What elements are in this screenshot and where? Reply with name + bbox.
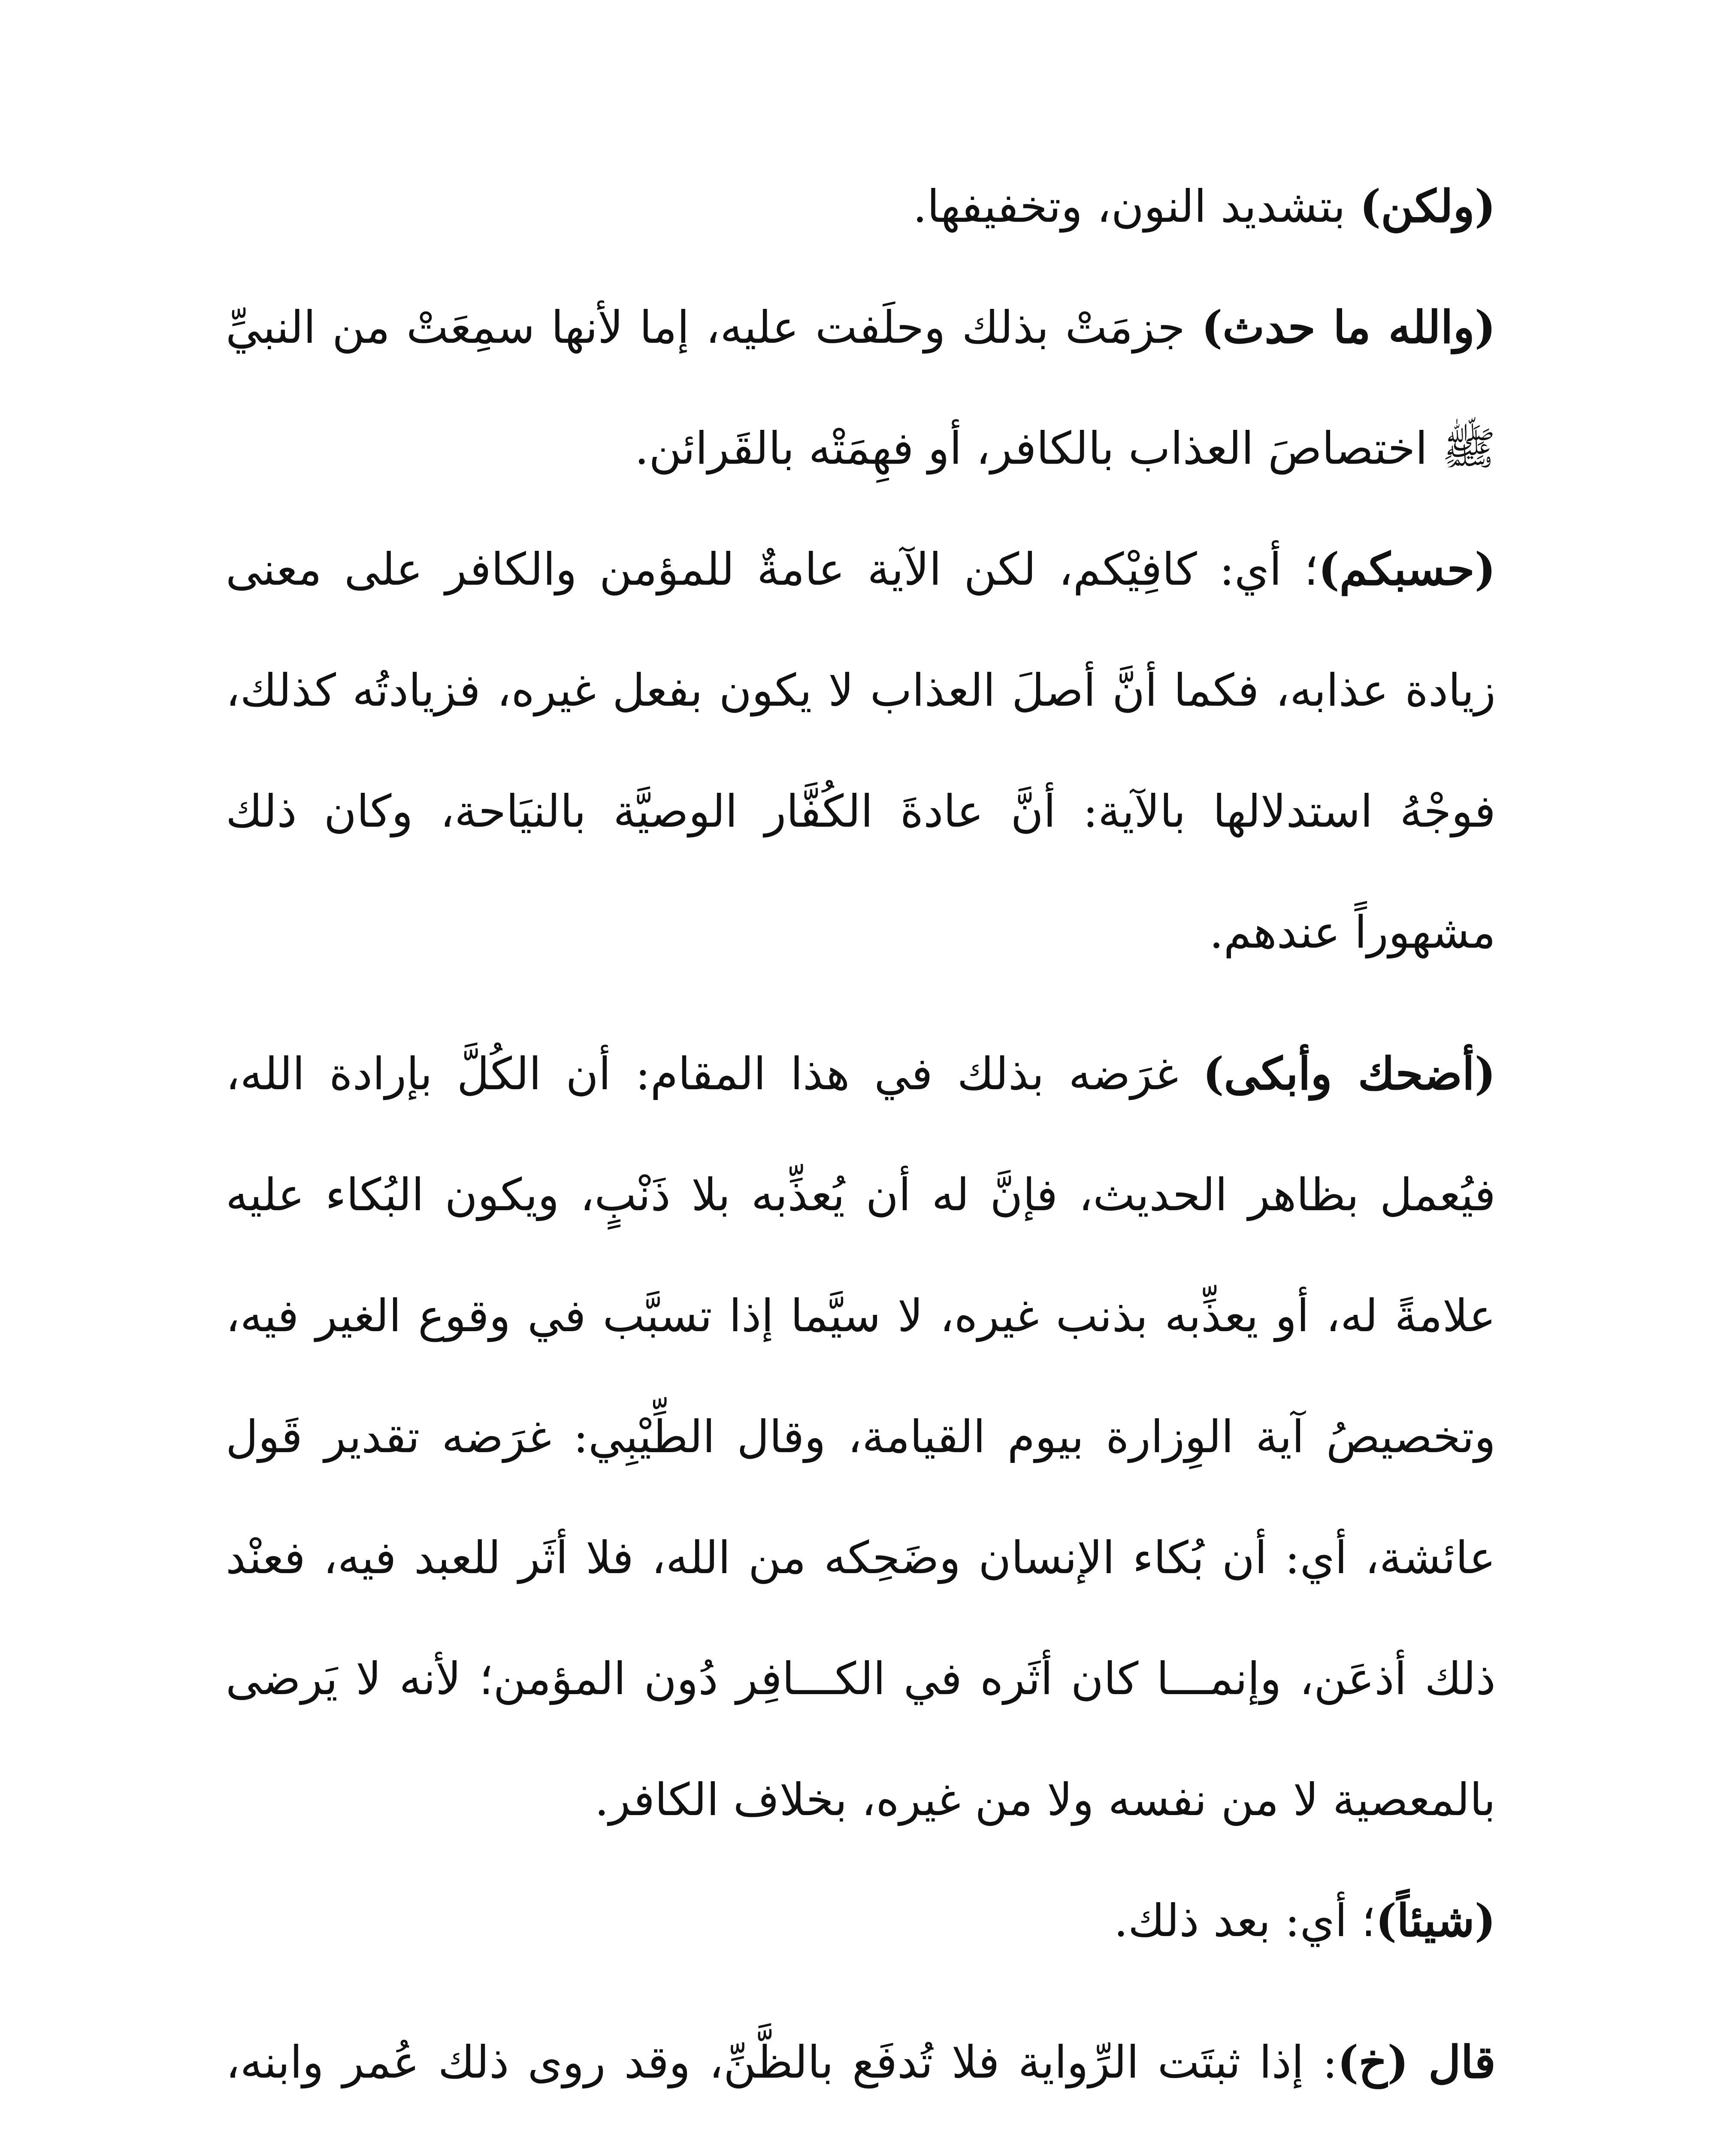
- lemma-6: قال (خ): [1337, 2036, 1496, 2088]
- lemma-5: (شيئاً): [1375, 1894, 1496, 1947]
- lemma-1: (ولكن): [1360, 180, 1496, 233]
- paragraph-1: [226, 146, 1496, 267]
- paragraph-4: [226, 1013, 1496, 1860]
- paragraph-6-text: : إذا ثبتَت الرِّواية فلا تُدفَع بالظَّنِّ، وقد روى ذلك عُمر وابنه،: [226, 2036, 1338, 2088]
- paragraph-5-text: ؛ أي: بعد ذلك.: [1114, 1894, 1376, 1947]
- paragraph-5: [226, 1860, 1496, 1981]
- paragraph-1-text: بتشديد النون، وتخفيفها.: [913, 180, 1360, 233]
- lemma-4: (أضحك وأبكى): [1203, 1047, 1496, 1100]
- paragraph-4-text: غرَضه بذلك في هذا المقام: أن الكُلَّ بإرادة الله، فيُعمل بظاهر الحديث، فإنَّ له أن يُعذِّبه بلا ذَنْبٍ، ويكون البُكاء عليه علامةً له، أو يعذِّبه بذنب غيره، لا سيَّما إذا تسبَّب في وقوع الغير فيه، وتخصيصُ آية الوِزارة بيوم القيامة، وقال الطِّيْبِي: غرَضه تقدير قَول عائشة، أي: أن بُكاء الإنسان وضَحِكه من الله، فلا أثَر للعبد فيه، فعنْد ذلك أذعَن، وإنمـــا كان أثَره في الكـــافِر دُون المؤمن؛ لأنه لا يَرضى بالمعصية لا من نفسه ولا من غيره، بخلاف الكافر.: [226, 1048, 1496, 1826]
- lemma-3: (حسبكم): [1318, 543, 1496, 595]
- paragraph-2-text: جزمَتْ بذلك وحلَفت عليه، إما لأنها سمِعَتْ من النبيِّ ﷺ اختصاصَ العذاب بالكافر، أو فهِمَتْه بالقَرائن.: [226, 301, 1496, 474]
- paragraph-2: [226, 267, 1496, 509]
- lemma-2: (والله ما حدث): [1201, 301, 1496, 353]
- body-text: [226, 146, 1496, 2145]
- paragraph-6: [226, 2002, 1496, 2145]
- paragraph-3-text: ؛ أي: كافِيْكم، لكن الآية عامةٌ للمؤمن والكافر على معنى زيادة عذابه، فكما أنَّ أصلَ العذاب لا يكون بفعل غيره، فزيادتُه كذلك، فوجْهُ استدلالها بالآية: أنَّ عادةَ الكُفَّار الوصيَّة بالنيَاحة، وكان ذلك مشهوراً عندهم.: [226, 543, 1496, 958]
- paragraph-3: [226, 509, 1496, 993]
